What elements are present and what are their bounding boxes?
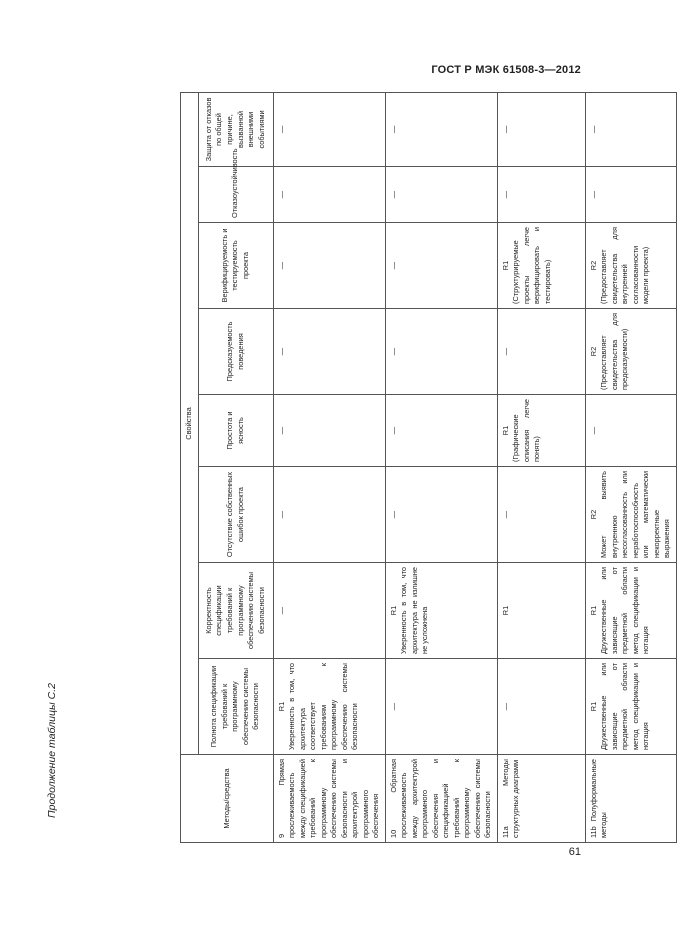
property-cell: — [497,659,585,755]
method-cell: 10 Обратная прослеживаемость между архитектурой программного обеспечения и спецификацией требований к программному обеспечению системы безопасности [385,755,497,843]
rating-label: R1 [588,605,598,616]
property-cell: — [497,309,585,395]
rating-label: R1 [276,701,286,712]
property-cell: — [585,167,676,223]
header-verifiability: Верифицируемость и тестируемость проекта [198,223,273,309]
property-cell: — [385,395,497,467]
method-cell: 11a Методы структурных диаграмм [497,755,585,843]
property-cell [497,563,585,659]
methods-properties-table [180,92,677,843]
property-cell [585,563,676,659]
rating-label: R1 [500,260,510,271]
rating-label: R2 [588,260,598,271]
cell-text: (Структурируемые проекты легче верифицировать и тестировать) [511,227,552,304]
header-correctness: Корректность спецификации требований к программному обеспечению системы безопасности [198,563,273,659]
table-row [585,92,676,842]
header-freedom-from-design-faults: Отсутствие собственных ошибок проекта [198,467,273,563]
property-cell: — [385,309,497,395]
property-cell: — [585,395,676,467]
property-cell: — [385,467,497,563]
property-cell [585,467,676,563]
property-cell: — [497,92,585,166]
document-header: ГОСТ Р МЭК 61508-3—2012 [431,64,581,76]
property-cell: — [273,309,385,395]
cell-text: Уверенность в том, что архитектура соответствует требованиям к программному обеспечению системы безопасности [287,663,360,750]
header-simplicity: Простота и ясность [198,395,273,467]
property-cell: — [385,659,497,755]
cell-text: (Предоставляет свидетельства для внутренней согласованности модели проекта) [599,227,651,304]
property-cell: — [273,167,385,223]
page-number: 61 [568,846,581,858]
table-row [273,92,385,842]
rating-label: R1 [588,701,598,712]
property-cell: — [273,92,385,166]
cell-text: Уверенность в том, что архитектура не излишне не усложнена [399,567,430,654]
cell-text: (Графические описания легче понять) [511,399,542,462]
table-caption: Продолжение таблицы С.2 [46,683,58,818]
property-cell: — [497,167,585,223]
property-cell [497,395,585,467]
property-cell [273,659,385,755]
property-cell: — [273,395,385,467]
header-predictability: Предсказуемость поведения [198,309,273,395]
cell-text: Может выявить внутреннюю несогласованность или неработоспособность или математически некорректные выражения [599,471,672,558]
cell-text: (Предоставляет свидетельства для предсказуемости) [599,313,630,390]
table-row [497,92,585,842]
cell-text: Дружественные или зависящие от предметной области метод спецификации и нотация [599,663,651,750]
rating-label: R1 [388,605,398,616]
property-cell: — [497,467,585,563]
rating-label: R2 [588,509,598,520]
method-cell: 11b Полуформальные методы [585,755,676,843]
rating-label: R1 [500,425,510,436]
property-cell [585,309,676,395]
method-cell: 9 Прямая прослеживаемость между спецификацией требований к программному обеспечению системы безопасности и архитектурой программного обеспечения [273,755,385,843]
header-properties-group: Свойства [181,92,199,754]
table-frame [180,93,672,843]
rotated-table-wrapper [180,93,672,843]
property-cell: — [273,563,385,659]
header-methods: Методы/средства [181,755,274,843]
rating-label: R2 [588,346,598,357]
property-cell [585,659,676,755]
rating-label: R1 [500,605,510,616]
property-cell [497,223,585,309]
property-cell [585,223,676,309]
property-cell: — [385,167,497,223]
header-completeness: Полнота спецификации требований к программному обеспечению системы безопасности [198,659,273,755]
property-cell: — [385,223,497,309]
property-cell: — [273,467,385,563]
property-cell: — [273,223,385,309]
cell-text: Дружественные или зависящие от предметной области метод спецификации и нотация [599,567,651,654]
property-cell: — [585,92,676,166]
header-fault-tolerance: Отказоустойчивость [198,167,273,223]
property-cell [385,563,497,659]
header-common-cause-defence: Защита от отказов по общей причине, вызванной внешними событиями [198,92,273,166]
table-row [385,92,497,842]
property-cell: — [385,92,497,166]
